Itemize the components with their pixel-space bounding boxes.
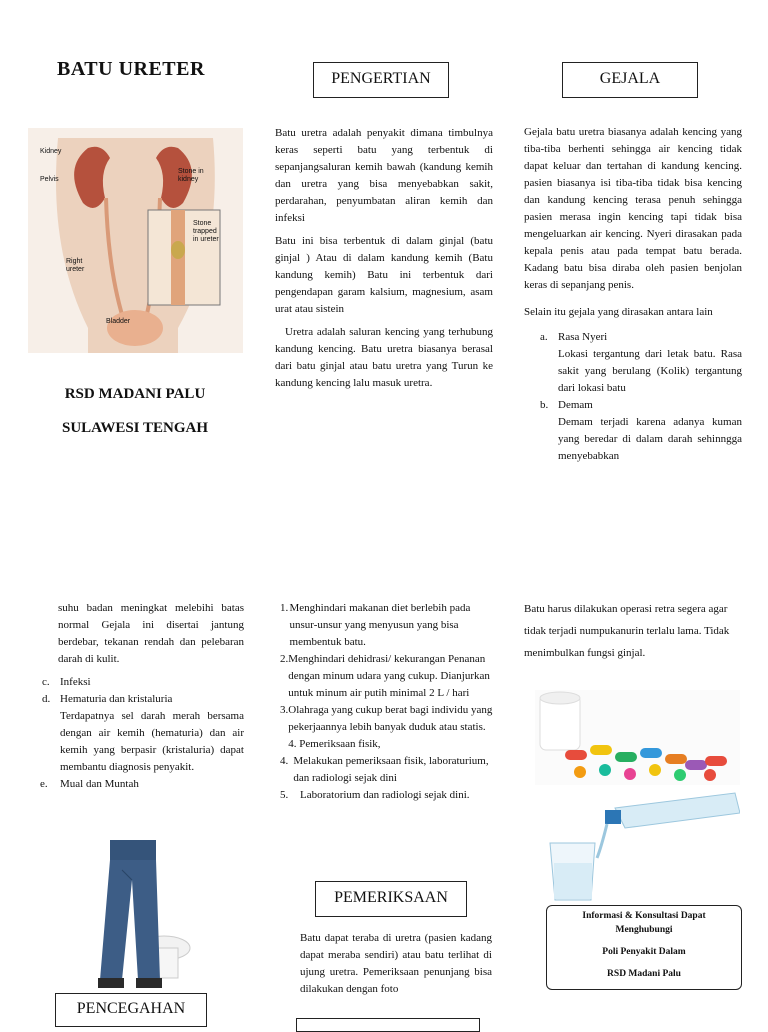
gejala-text <box>524 124 742 471</box>
paragraph: Batu uretra adalah penyakit dimana timbulnya keras seperti batu yang terbentuk di sepanjangsaluran kemih bawah (kandung kemih dan uretra yang bisa menyebabkan sakit, perdarahan, penyumbatan aliran kemih dan infeksi <box>275 127 493 224</box>
list-item-text: Demam terjadi karena adanya kuman yang beredar di dalam darah sehinngga menyebabkan <box>558 416 742 462</box>
contact-line: Poli Penyakit Dalam <box>602 947 686 957</box>
pills-image <box>535 690 740 785</box>
label-right-ureter: Right ureter <box>66 258 85 273</box>
pencegahan-list <box>280 600 495 804</box>
heading-gejala: GEJALA <box>562 62 698 98</box>
water-glass-image <box>535 788 740 903</box>
label-kidney: Kidney <box>40 148 62 155</box>
page-title: BATU URETER <box>57 58 205 80</box>
list-item: 2. Menghindari dehidrasi/ kekurangan Penanan dengan minum udara yang cukup. Dianjurkan untuk minum air putih minimal 2 L / hari <box>280 653 490 699</box>
paragraph: suhu badan meningkat melebihi batas normal Gejala ini disertai jantung berdebar, tekanan rendah dan pelebaran darah di kulit. <box>58 602 244 665</box>
paragraph: Gejala batu uretra biasanya adalah kencing yang tiba-tiba berhenti sehingga air kencing tidak dapat keluar dan tertahan di kandung kencing. pasien biasanya isi tiba-tiba tidak bisa kencing dan kandung kencing terasa penuh sehingga pasien merasa ingin kencing tapi tidak bisa mengeluarkan air kencing. Nyeri dirasakan pada kepala penis atau pada tempat batu berada. Kadang batu bisa diraba oleh pasien benjolan keras di sepanjang penis. <box>524 126 742 291</box>
heading-pengertian: PENGERTIAN <box>313 62 449 98</box>
paragraph: Uretra adalah saluran kencing yang terhubung kandung kencing. Batu uretra biasanya berasal dari batu ginjal atau batu uretra yang Turun ke kandung kencing lalu masuk uretra. <box>275 326 493 389</box>
pemeriksaan-text: Batu dapat teraba di uretra (pasien kadang dapat meraba sendiri) atau batu terlihat di ujung uretra. Pemeriksaan penunjang bisa dilakukan dengan foto <box>300 932 492 995</box>
pengertian-text <box>275 125 493 398</box>
symptom-list-continued <box>40 674 244 793</box>
pengobatan-text: Batu harus dilakukan operasi retra segera agar tidak terjadi numpukanurin terlalu lama. Tidak menimbulkan fungsi ginjal. <box>524 603 730 659</box>
label-bladder: Bladder <box>106 318 131 325</box>
label-pelvis: Pelvis <box>40 176 59 183</box>
contact-line: Informasi & Konsultasi Dapat Menghubungi <box>582 911 706 935</box>
heading-pemeriksaan: PEMERIKSAAN <box>315 881 467 917</box>
list-item-text: Lokasi tergantung dari letak batu. Rasa sakit yang berulang (Kolik) tergantung dari lokasi batu <box>558 348 742 394</box>
list-item: a. Rasa Nyeri <box>540 331 608 343</box>
org-name: RSD MADANI PALU <box>64 386 206 402</box>
list-item: 1. Menghindari makanan diet berlebih pada unsur-unsur yang menyusun yang bisa membentuk batu. <box>280 602 471 648</box>
list-item: 3. Olahraga yang cukup berat bagi individu yang pekerjaannya lebih banyak duduk atau statis. 4. Pemeriksaan fisik, <box>280 704 493 750</box>
symptom-list <box>524 329 742 465</box>
list-item: c. Infeksi <box>42 676 91 688</box>
list-item-text: Terdapatnya sel darah merah bersama dengan air kemih (hematuria) dan air kemih yang berpasir (kristaluria) dapat membantu diagnosis penyakit. <box>60 710 244 773</box>
gejala-continued <box>40 600 244 793</box>
paragraph: Selain itu gejala yang dirasakan antara lain <box>524 306 713 318</box>
next-heading-box-partial <box>296 1018 480 1032</box>
heading-pencegahan: PENCEGAHAN <box>55 993 207 1027</box>
paragraph: Batu ini bisa terbentuk di dalam ginjal (batu ginjal ) Atau di dalam kandung kemih (Batu kandung kemih) Batu ini terbentuk dari pengendapan garam kalsium, magnesium, asam urat atau sistein <box>275 235 493 315</box>
list-item: b. Demam <box>540 399 593 411</box>
label-stone-kidney: Stone in kidney <box>178 168 204 183</box>
list-item: 5. Laboratorium dan radiologi sejak dini. <box>280 789 470 801</box>
org-location: SULAWESI TENGAH <box>61 420 209 436</box>
label-stone-trapped: Stone trapped in ureter <box>193 220 219 243</box>
list-item: 4. Melakukan pemeriksaan fisik, laboraturium, dan radiologi sejak dini <box>280 755 489 784</box>
contact-line: RSD Madani Palu <box>607 969 681 979</box>
contact-info-box <box>546 905 742 990</box>
list-item: d. Hematuria dan kristaluria <box>42 693 173 705</box>
person-toilet-illustration <box>92 840 204 990</box>
kidney-diagram <box>28 128 243 353</box>
list-item: e. Mual dan Muntah <box>40 778 139 790</box>
